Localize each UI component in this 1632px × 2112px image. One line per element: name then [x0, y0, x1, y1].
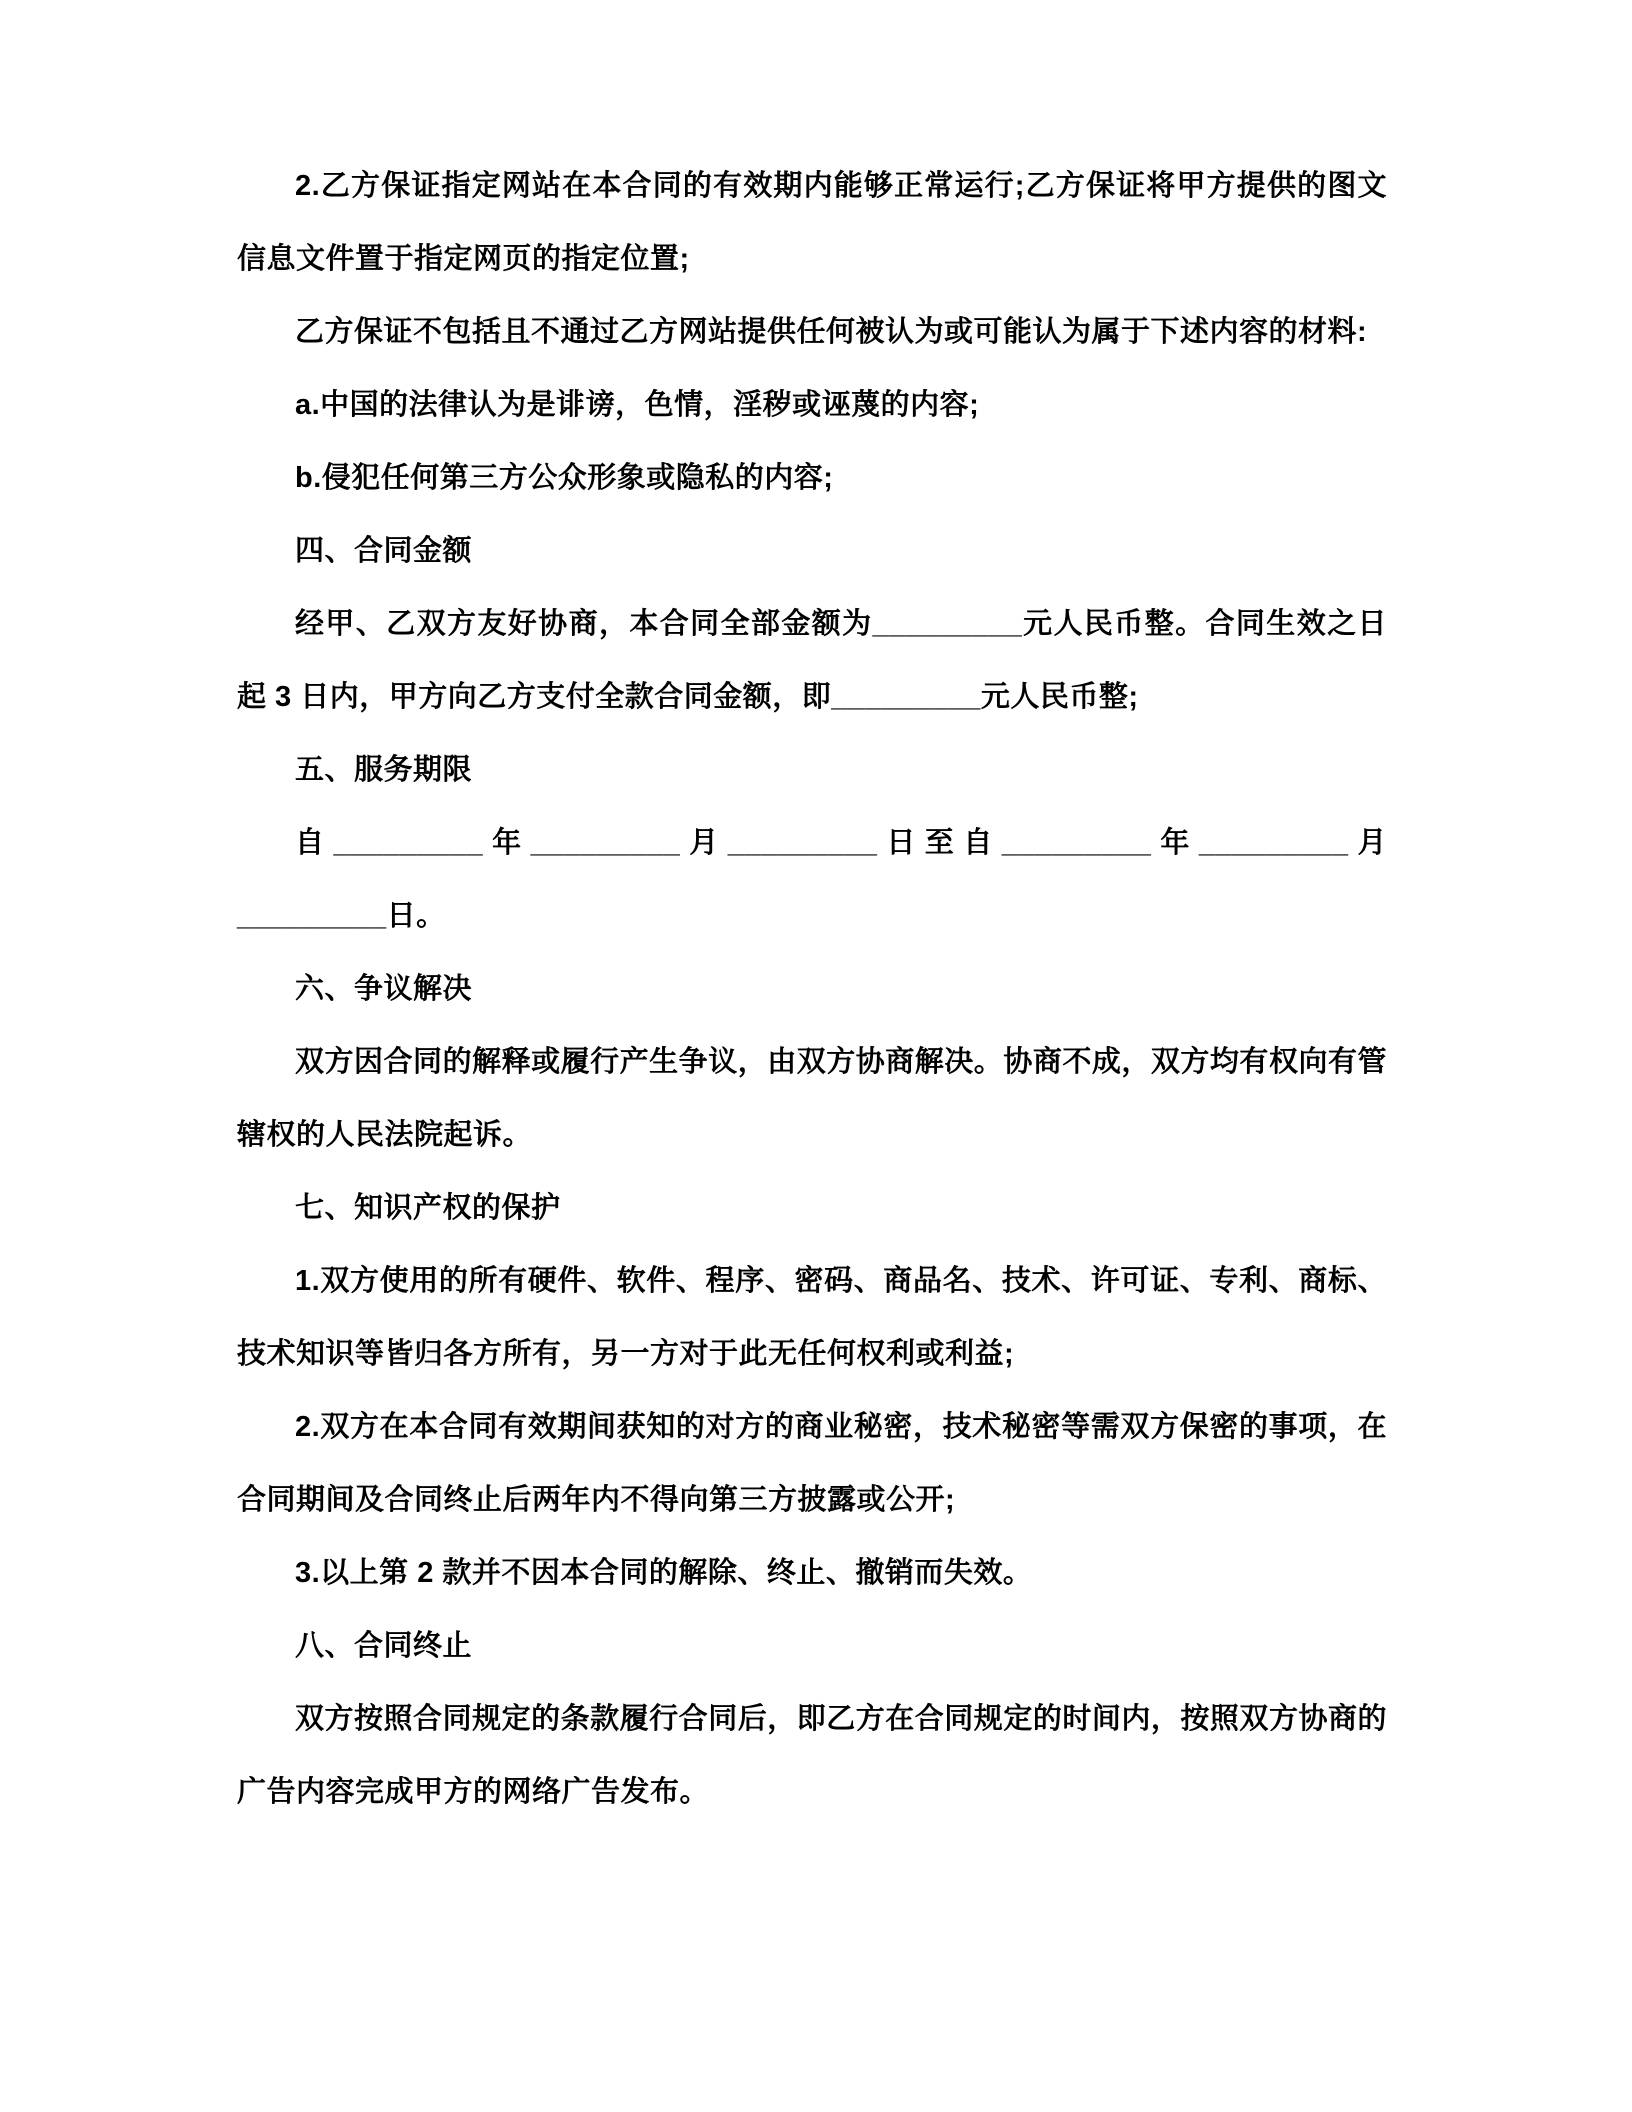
section-heading-service-term: 五、服务期限: [295, 754, 473, 786]
paragraph: 双方因合同的解释或履行产生争议，由双方协商解决。协商不成，双方均有权向有管辖权的人民法院起诉。: [237, 1046, 1387, 1151]
paragraph: 自_________年_________月_________日至自_________年_________月_________日。: [237, 827, 1387, 932]
paragraph: a.中国的法律认为是诽谤，色情，淫秽或诬蔑的内容;: [295, 389, 980, 421]
paragraph: 双方按照合同规定的条款履行合同后，即乙方在合同规定的时间内，按照双方协商的广告内容完成甲方的网络广告发布。: [237, 1703, 1387, 1808]
paragraph: b.侵犯任何第三方公众形象或隐私的内容;: [295, 462, 834, 494]
section-heading-ip-protection: 七、知识产权的保护: [295, 1192, 561, 1224]
paragraph: 2.乙方保证指定网站在本合同的有效期内能够正常运行;乙方保证将甲方提供的图文信息文件置于指定网页的指定位置;: [237, 170, 1387, 275]
paragraph: 1.双方使用的所有硬件、软件、程序、密码、商品名、技术、许可证、专利、商标、技术知识等皆归各方所有，另一方对于此无任何权利或利益;: [237, 1265, 1387, 1370]
section-heading-contract-amount: 四、合同金额: [295, 535, 473, 567]
paragraph: 2.双方在本合同有效期间获知的对方的商业秘密，技术秘密等需双方保密的事项，在合同期间及合同终止后两年内不得向第三方披露或公开;: [237, 1411, 1387, 1516]
section-heading-contract-termination: 八、合同终止: [295, 1630, 473, 1662]
contract-body: [237, 150, 1387, 1829]
paragraph: 乙方保证不包括且不通过乙方网站提供任何被认为或可能认为属于下述内容的材料:: [295, 316, 1368, 348]
paragraph: 3.以上第 2 款并不因本合同的解除、终止、撤销而失效。: [295, 1557, 1033, 1589]
section-heading-dispute-resolution: 六、争议解决: [295, 973, 473, 1005]
paragraph: 经甲、乙双方友好协商，本合同全部金额为_________元人民币整。合同生效之日起 3 日内，甲方向乙方支付全款合同金额，即_________元人民币整;: [237, 608, 1387, 713]
